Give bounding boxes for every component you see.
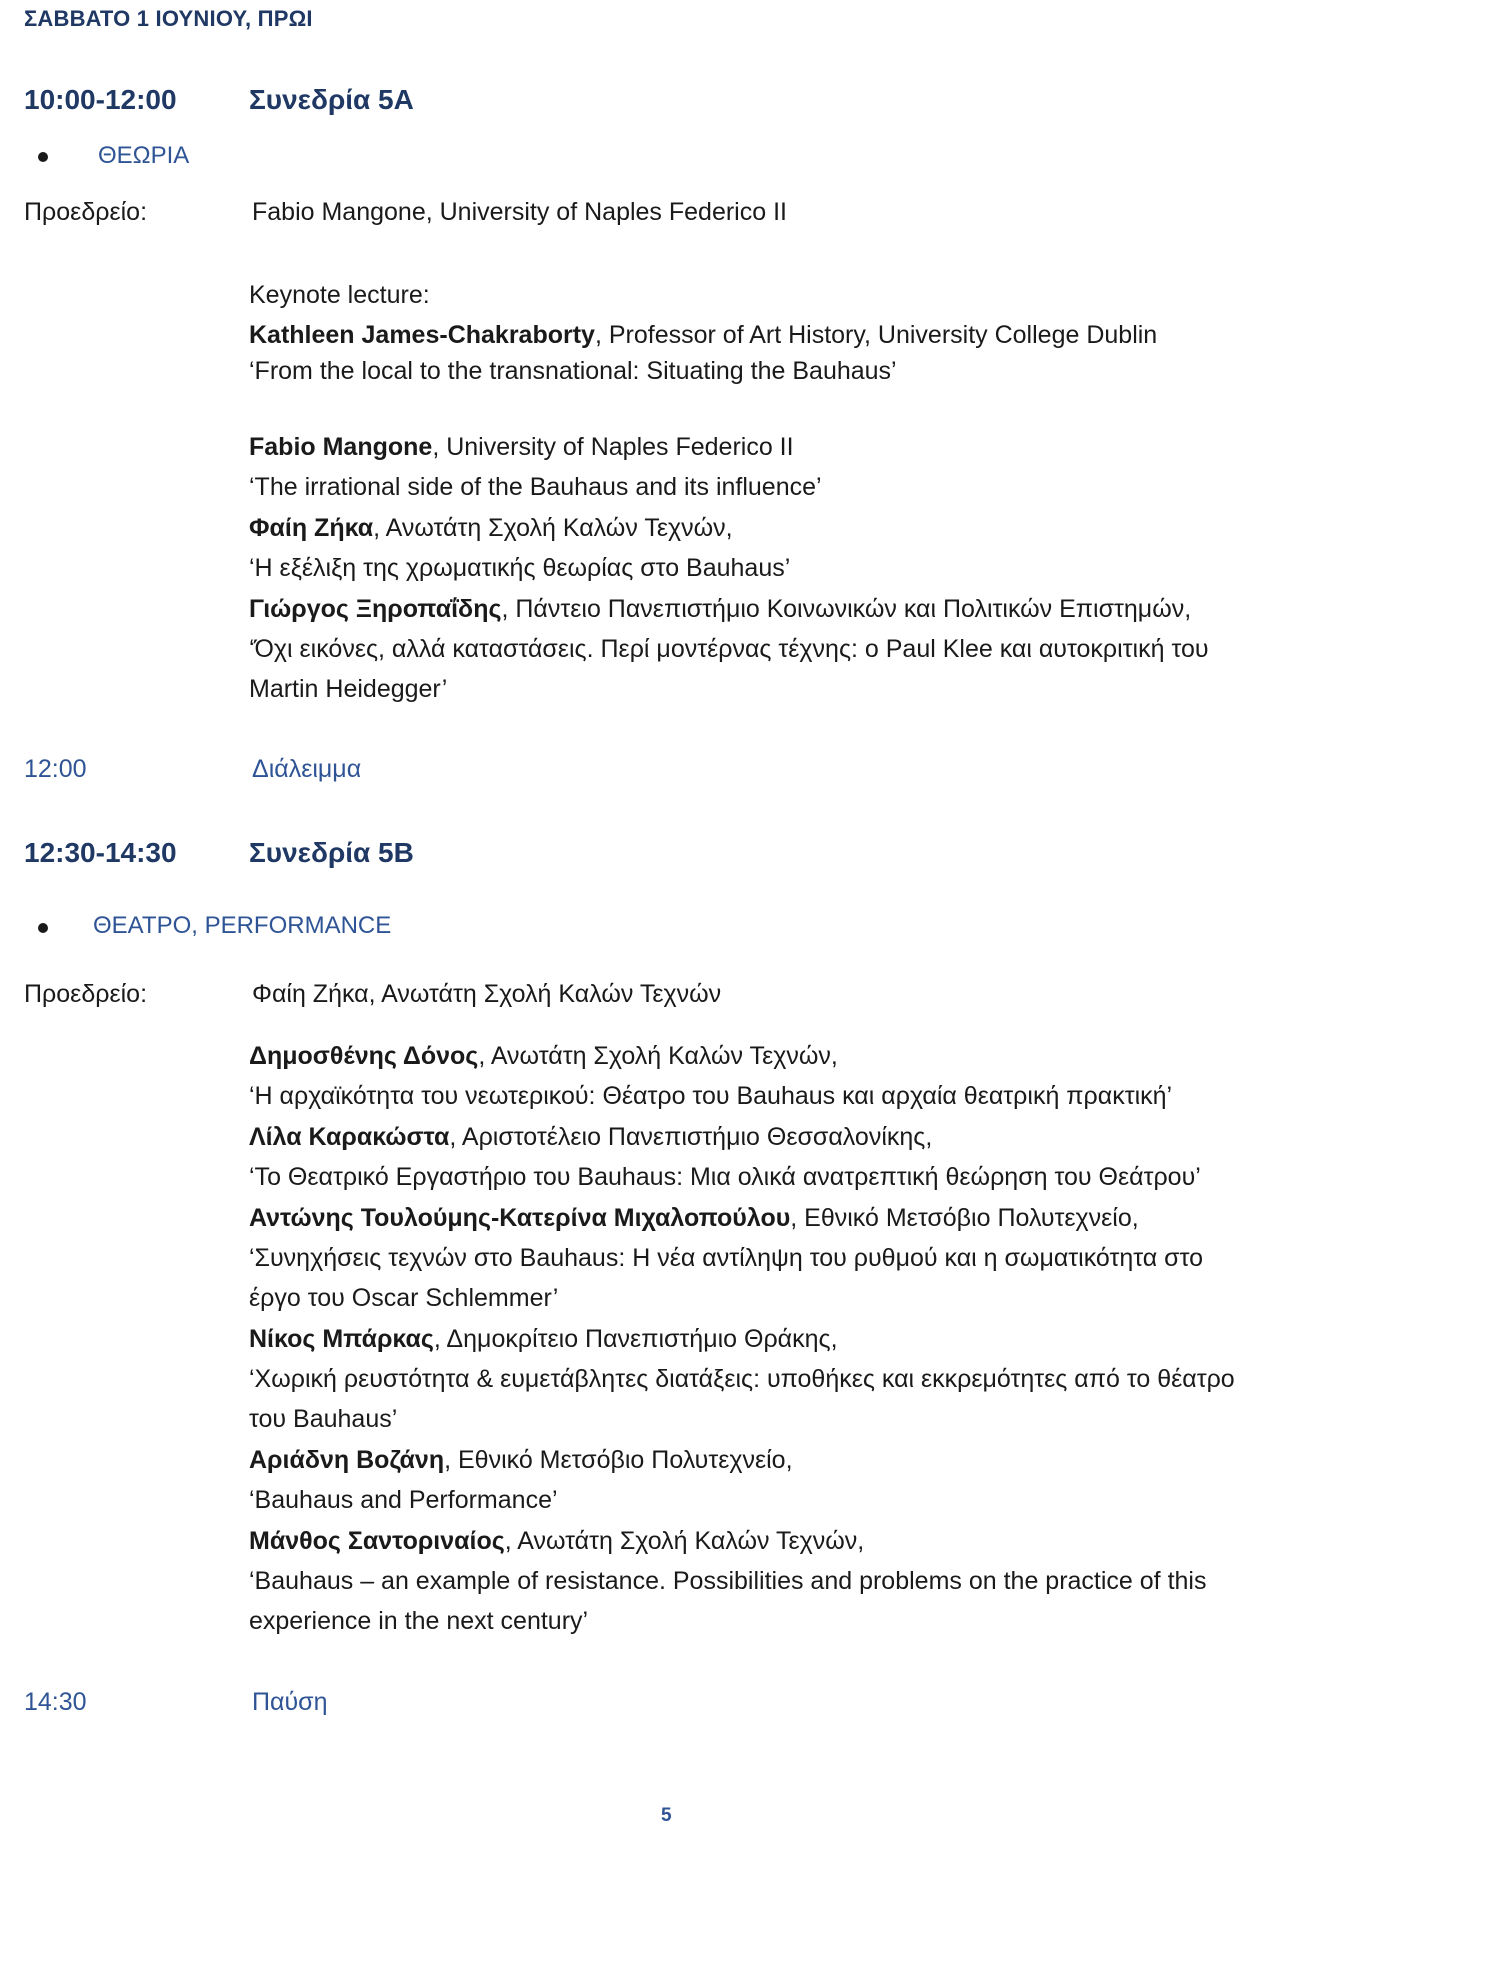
session-b-topic: ΘΕΑΤΡΟ, PERFORMANCE bbox=[93, 912, 392, 939]
talk-speaker-line bbox=[249, 1042, 838, 1071]
talk-speaker: Γιώργος Ξηροπαΐδης bbox=[249, 595, 502, 623]
session-a-name: Συνεδρία 5Α bbox=[249, 84, 414, 115]
keynote-title: ‘From the local to the transnational: Situating the Bauhaus’ bbox=[249, 357, 897, 385]
talk-speaker-line bbox=[249, 1123, 932, 1152]
talk-affiliation: , University of Naples Federico II bbox=[432, 433, 794, 461]
talk-title: ‘Bauhaus – an example of resistance. Possibilities and problems on the practice of this bbox=[249, 1567, 1207, 1595]
talk-speaker-line bbox=[249, 1325, 838, 1354]
talk-speaker-line bbox=[249, 595, 1191, 624]
talk-title: ‘Η εξέλιξη της χρωματικής θεωρίας στο Bauhaus’ bbox=[249, 554, 791, 582]
session-b-topic-bullet bbox=[38, 923, 48, 933]
talk-speaker: Fabio Mangone bbox=[249, 433, 433, 461]
talk-affiliation: , Ανωτάτη Σχολή Καλών Τεχνών, bbox=[478, 1042, 838, 1070]
session-b-chair: Φαίη Ζήκα, Ανωτάτη Σχολή Καλών Τεχνών bbox=[252, 980, 722, 1008]
talk-title-continued: του Bauhaus’ bbox=[249, 1405, 398, 1433]
break-2-time: 14:30 bbox=[24, 1688, 87, 1716]
talk-title: ‘Χωρική ρευστότητα & ευμετάβλητες διατάξεις: υποθήκες και εκκρεμότητες από το θέατρο bbox=[249, 1365, 1235, 1393]
talk-title-continued: experience in the next century’ bbox=[249, 1607, 589, 1635]
talk-title-continued: Martin Heidegger’ bbox=[249, 675, 448, 703]
talk-speaker-line bbox=[249, 514, 733, 543]
session-a-chair-label: Προεδρείο: bbox=[24, 198, 148, 226]
keynote-affiliation: , Professor of Art History, University College Dublin bbox=[594, 321, 1158, 349]
talk-title: ‘Bauhaus and Performance’ bbox=[249, 1486, 558, 1514]
session-a-chair: Fabio Mangone, University of Naples Federico II bbox=[252, 198, 787, 226]
talk-affiliation: , Ανωτάτη Σχολή Καλών Τεχνών, bbox=[504, 1527, 865, 1555]
break-2-label: Παύση bbox=[252, 1688, 328, 1716]
break-1-label: Διάλειμμα bbox=[252, 755, 362, 783]
talk-affiliation: , Ανωτάτη Σχολή Καλών Τεχνών, bbox=[373, 514, 733, 542]
talk-speaker: Αντώνης Τουλούμης-Κατερίνα Μιχαλοπούλου bbox=[249, 1204, 791, 1232]
talk-title: ‘Συνηχήσεις τεχνών στο Bauhaus: Η νέα αντίληψη του ρυθμού και η σωματικότητα στο bbox=[249, 1244, 1204, 1272]
day-title: ΣΑΒΒΑΤΟ 1 ΙΟΥΝΙΟΥ, ΠΡΩΙ bbox=[24, 6, 313, 31]
talk-title-continued: έργο του Oscar Schlemmer’ bbox=[249, 1284, 559, 1312]
talk-affiliation: , Εθνικό Μετσόβιο Πολυτεχνείο, bbox=[444, 1446, 793, 1474]
break-1-time: 12:00 bbox=[24, 755, 87, 783]
talk-speaker: Δημοσθένης Δόνος bbox=[249, 1042, 479, 1070]
talk-speaker: Φαίη Ζήκα bbox=[249, 514, 374, 542]
session-a-time: 10:00-12:00 bbox=[24, 84, 177, 115]
talk-speaker: Νίκος Μπάρκας bbox=[249, 1325, 434, 1353]
talk-speaker: Μάνθος Σαντοριναίος bbox=[249, 1527, 505, 1555]
talk-speaker: Λίλα Καρακώστα bbox=[249, 1123, 450, 1151]
talk-affiliation: , Πάντειο Πανεπιστήμιο Κοινωνικών και Πολιτικών Επιστημών, bbox=[501, 595, 1192, 623]
keynote-speaker: Kathleen James-Chakraborty bbox=[249, 321, 595, 349]
talk-affiliation: , Δημοκρίτειο Πανεπιστήμιο Θράκης, bbox=[433, 1325, 838, 1353]
session-b-time: 12:30-14:30 bbox=[24, 837, 177, 868]
talk-speaker-line bbox=[249, 1446, 793, 1475]
talk-speaker-line bbox=[249, 1527, 864, 1556]
talk-speaker-line bbox=[249, 433, 794, 462]
session-a-topic-bullet bbox=[38, 152, 48, 162]
keynote-label: Keynote lecture: bbox=[249, 281, 430, 309]
session-a-topic: ΘΕΩΡΙΑ bbox=[98, 142, 190, 169]
talk-affiliation: , Αριστοτέλειο Πανεπιστήμιο Θεσσαλονίκης, bbox=[449, 1123, 933, 1151]
talk-speaker-line bbox=[249, 1204, 1139, 1233]
talk-speaker: Αριάδνη Βοζάνη bbox=[249, 1446, 445, 1474]
keynote-speaker-line bbox=[249, 321, 1157, 350]
session-b-chair-label: Προεδρείο: bbox=[24, 980, 148, 1008]
talk-title: ‘The irrational side of the Bauhaus and its influence’ bbox=[249, 473, 822, 501]
talk-title: ‘Η αρχαϊκότητα του νεωτερικού: Θέατρο του Bauhaus και αρχαία θεατρική πρακτική’ bbox=[249, 1082, 1173, 1110]
talk-affiliation: , Εθνικό Μετσόβιο Πολυτεχνείο, bbox=[790, 1204, 1139, 1232]
talk-title: ‘Όχι εικόνες, αλλά καταστάσεις. Περί μοντέρνας τέχνης: ο Paul Klee και αυτοκριτική του bbox=[249, 635, 1209, 663]
session-b-name: Συνεδρία 5Β bbox=[249, 837, 414, 868]
talk-title: ‘Το Θεατρικό Εργαστήριο του Bauhaus: Μια ολικά ανατρεπτική θεώρηση του Θεάτρου’ bbox=[249, 1163, 1201, 1191]
page-number: 5 bbox=[661, 1805, 672, 1826]
